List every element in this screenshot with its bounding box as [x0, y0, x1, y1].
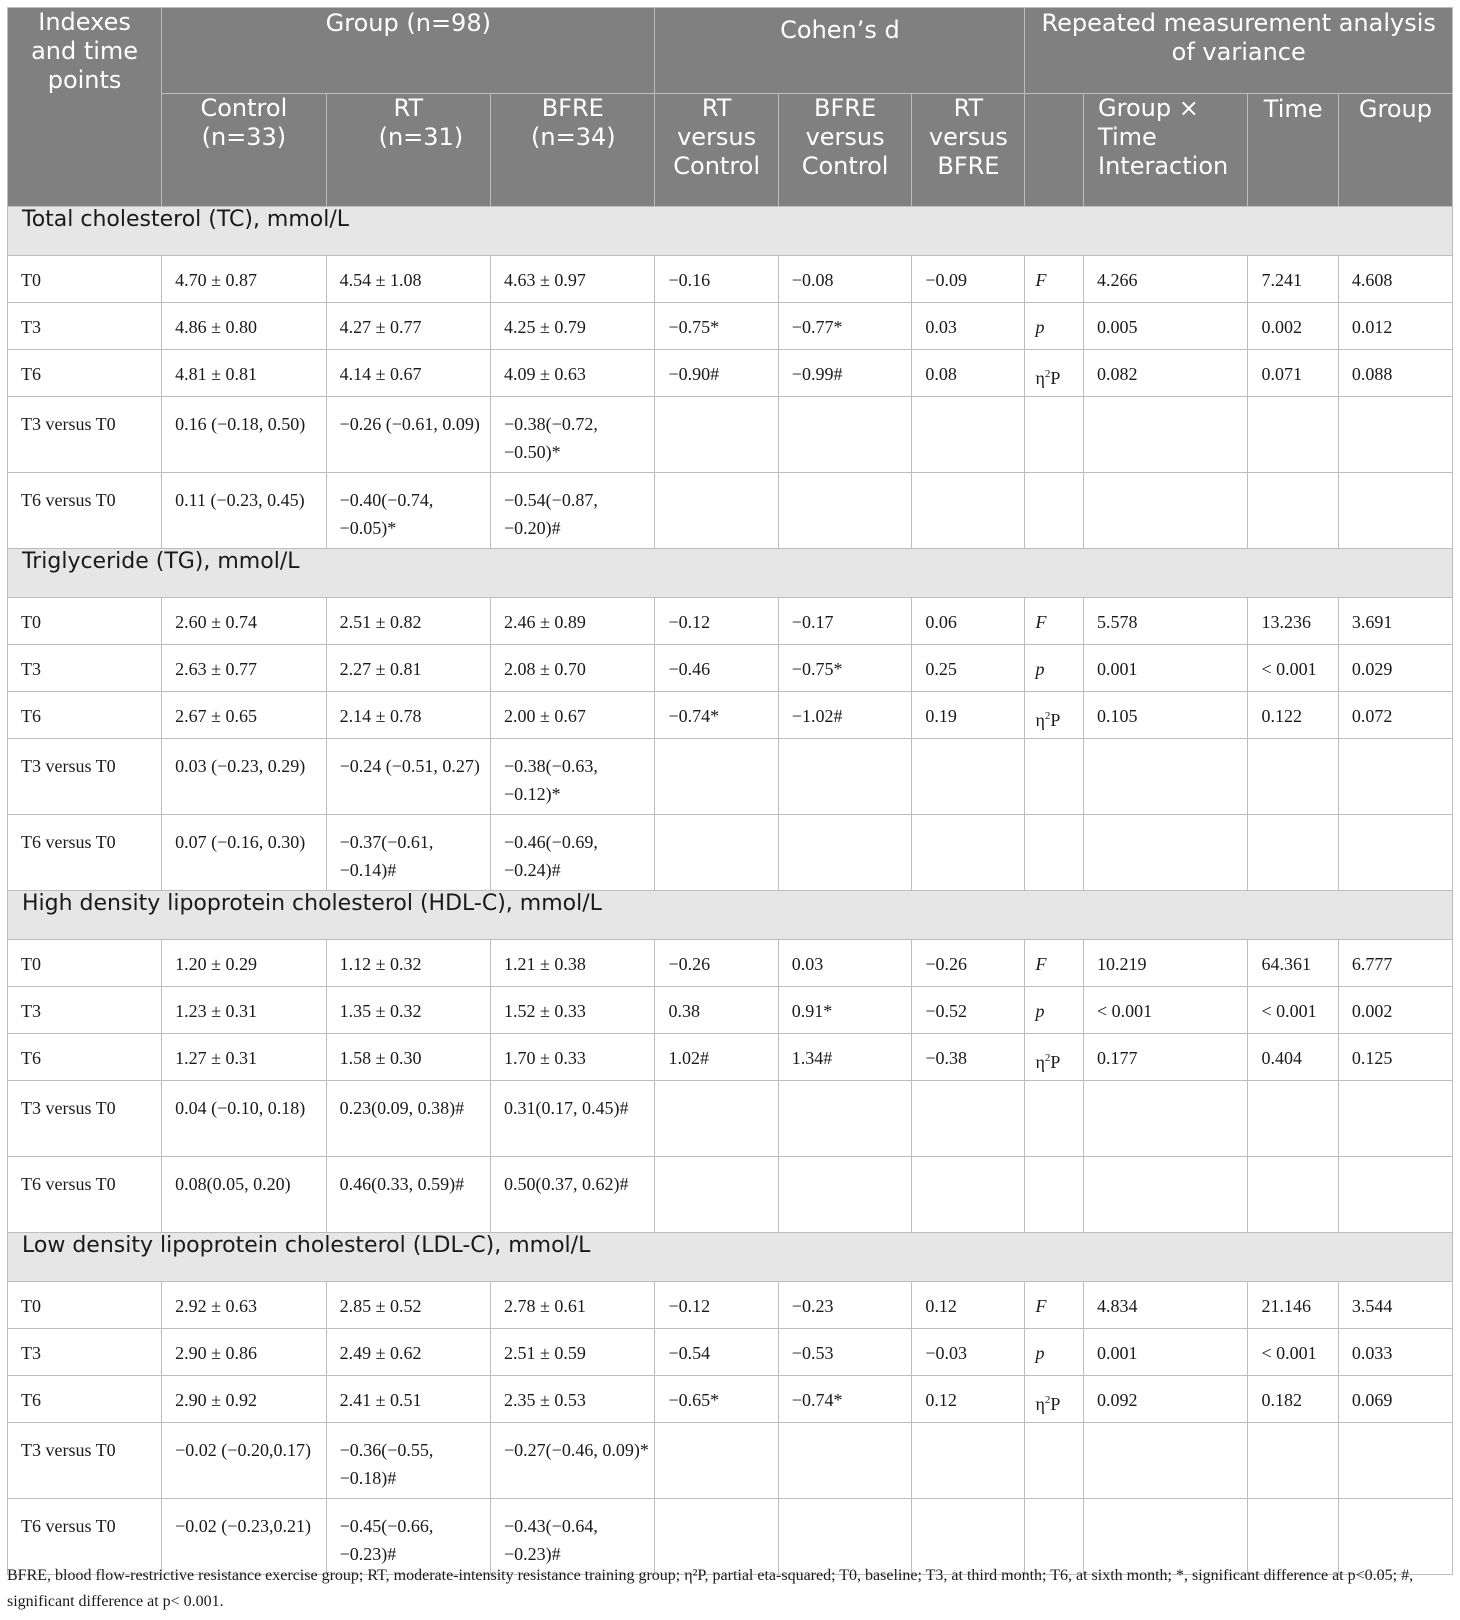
group-value: 0.072	[1338, 692, 1452, 739]
bfre-vs-control-d: −0.74*	[778, 1376, 912, 1423]
row-label: T6	[8, 1034, 162, 1081]
interaction-value	[1084, 815, 1248, 891]
rt-vs-control-d: −0.75*	[655, 303, 778, 350]
control-value: 0.03 (−0.23, 0.29)	[162, 739, 326, 815]
time-value: 13.236	[1248, 598, 1338, 645]
stat-label	[1025, 1157, 1084, 1233]
section-title: Triglyceride (TG), mmol/L	[8, 549, 1453, 598]
stat-symbol: p	[1035, 1001, 1045, 1021]
table-row	[8, 1282, 1453, 1329]
time-value	[1248, 1423, 1338, 1499]
bfre-value: −0.38(−0.63, −0.12)*	[491, 739, 655, 815]
rt-value: 2.14 ± 0.78	[326, 692, 490, 739]
group-value	[1338, 473, 1452, 549]
header-cohens-d: Cohen’s d	[655, 8, 1025, 94]
eta-suffix: P	[1050, 1052, 1061, 1072]
time-value: 0.182	[1248, 1376, 1338, 1423]
stat-label	[1025, 350, 1084, 397]
stat-label	[1025, 397, 1084, 473]
row-label: T0	[8, 598, 162, 645]
group-value: 0.069	[1338, 1376, 1452, 1423]
bfre-vs-control-d: −0.77*	[778, 303, 912, 350]
group-value: 0.029	[1338, 645, 1452, 692]
stat-label	[1025, 940, 1084, 987]
header-group: Group (n=98)	[162, 8, 655, 94]
interaction-value	[1084, 1423, 1248, 1499]
interaction-value: 0.005	[1084, 303, 1248, 350]
bfre-value: −0.38(−0.72, −0.50)*	[491, 397, 655, 473]
rt-vs-control-d	[655, 1081, 778, 1157]
row-label: T6	[8, 692, 162, 739]
control-value: 2.63 ± 0.77	[162, 645, 326, 692]
rt-value: −0.40(−0.74, −0.05)*	[326, 473, 490, 549]
rt-vs-control-d	[655, 739, 778, 815]
table-row	[8, 1329, 1453, 1376]
control-value: 4.70 ± 0.87	[162, 256, 326, 303]
group-value	[1338, 1423, 1452, 1499]
eta-suffix: P	[1050, 710, 1061, 730]
interaction-value	[1084, 1081, 1248, 1157]
bfre-value: 0.50(0.37, 0.62)#	[491, 1157, 655, 1233]
row-label: T3	[8, 987, 162, 1034]
table-row	[8, 1376, 1453, 1423]
stat-symbol: F	[1035, 1296, 1047, 1316]
group-value: 0.088	[1338, 350, 1452, 397]
stat-label	[1025, 1081, 1084, 1157]
rt-vs-bfre-d	[912, 473, 1025, 549]
results-table	[7, 7, 1453, 1575]
rt-vs-bfre-d: 0.06	[912, 598, 1025, 645]
header-control: Control (n=33)	[162, 94, 326, 207]
group-value: 6.777	[1338, 940, 1452, 987]
time-value	[1248, 1157, 1338, 1233]
time-value: 21.146	[1248, 1282, 1338, 1329]
stat-label	[1025, 987, 1084, 1034]
rt-value: 1.58 ± 0.30	[326, 1034, 490, 1081]
bfre-vs-control-d: −0.17	[778, 598, 912, 645]
stat-label	[1025, 473, 1084, 549]
control-value: 2.67 ± 0.65	[162, 692, 326, 739]
bfre-value: −0.43(−0.64, −0.23)#	[491, 1499, 655, 1575]
rt-vs-control-d: 1.02#	[655, 1034, 778, 1081]
row-label: T6 versus T0	[8, 1499, 162, 1575]
stat-label	[1025, 1329, 1084, 1376]
time-value	[1248, 1081, 1338, 1157]
eta-superscript: 2	[1044, 1394, 1051, 1406]
interaction-value: 10.219	[1084, 940, 1248, 987]
group-value: 0.125	[1338, 1034, 1452, 1081]
bfre-value: 1.70 ± 0.33	[491, 1034, 655, 1081]
rt-value: 2.41 ± 0.51	[326, 1376, 490, 1423]
rt-vs-control-d	[655, 815, 778, 891]
interaction-value	[1084, 739, 1248, 815]
stat-symbol: p	[1035, 1343, 1045, 1363]
interaction-value: 4.266	[1084, 256, 1248, 303]
table-row	[8, 397, 1453, 473]
bfre-vs-control-d: 0.91*	[778, 987, 912, 1034]
row-label: T3	[8, 1329, 162, 1376]
eta-superscript: 2	[1044, 1052, 1051, 1064]
rt-value: 1.12 ± 0.32	[326, 940, 490, 987]
eta-superscript: 2	[1044, 368, 1051, 380]
group-value	[1338, 1157, 1452, 1233]
rt-value: 1.35 ± 0.32	[326, 987, 490, 1034]
rt-value: −0.45(−0.66, −0.23)#	[326, 1499, 490, 1575]
row-label: T6	[8, 1376, 162, 1423]
table-row	[8, 1423, 1453, 1499]
bfre-value: 1.21 ± 0.38	[491, 940, 655, 987]
control-value: 0.04 (−0.10, 0.18)	[162, 1081, 326, 1157]
rt-vs-control-d: −0.74*	[655, 692, 778, 739]
row-label: T3 versus T0	[8, 397, 162, 473]
bfre-value: 2.51 ± 0.59	[491, 1329, 655, 1376]
header-interaction: Group × Time Interaction	[1084, 94, 1248, 207]
group-value: 0.002	[1338, 987, 1452, 1034]
time-value: < 0.001	[1248, 987, 1338, 1034]
bfre-value: 4.09 ± 0.63	[491, 350, 655, 397]
bfre-value: 2.78 ± 0.61	[491, 1282, 655, 1329]
rt-vs-bfre-d	[912, 1081, 1025, 1157]
bfre-vs-control-d	[778, 1157, 912, 1233]
rt-value: 4.14 ± 0.67	[326, 350, 490, 397]
rt-vs-control-d: −0.65*	[655, 1376, 778, 1423]
interaction-value: 0.082	[1084, 350, 1248, 397]
header-group-effect: Group	[1338, 94, 1452, 207]
stat-label	[1025, 1423, 1084, 1499]
bfre-value: −0.46(−0.69, −0.24)#	[491, 815, 655, 891]
rt-vs-control-d: −0.12	[655, 1282, 778, 1329]
rt-value: 2.51 ± 0.82	[326, 598, 490, 645]
bfre-vs-control-d: −0.99#	[778, 350, 912, 397]
bfre-vs-control-d: −0.53	[778, 1329, 912, 1376]
interaction-value	[1084, 397, 1248, 473]
control-value: 0.11 (−0.23, 0.45)	[162, 473, 326, 549]
stat-symbol: p	[1035, 317, 1045, 337]
stat-label	[1025, 815, 1084, 891]
row-label: T3	[8, 303, 162, 350]
rt-vs-control-d: −0.54	[655, 1329, 778, 1376]
bfre-vs-control-d	[778, 739, 912, 815]
table-row	[8, 256, 1453, 303]
rt-vs-bfre-d: 0.19	[912, 692, 1025, 739]
interaction-value: 0.177	[1084, 1034, 1248, 1081]
control-value: 1.20 ± 0.29	[162, 940, 326, 987]
interaction-value: 0.001	[1084, 1329, 1248, 1376]
time-value: 0.002	[1248, 303, 1338, 350]
bfre-vs-control-d: −0.23	[778, 1282, 912, 1329]
time-value	[1248, 397, 1338, 473]
bfre-vs-control-d: −1.02#	[778, 692, 912, 739]
row-label: T3 versus T0	[8, 1081, 162, 1157]
eta-symbol: η	[1035, 710, 1045, 730]
table-row	[8, 692, 1453, 739]
time-value: 0.071	[1248, 350, 1338, 397]
row-label: T3	[8, 645, 162, 692]
bfre-vs-control-d	[778, 397, 912, 473]
section-title: Total cholesterol (TC), mmol/L	[8, 207, 1453, 256]
table-row	[8, 1157, 1453, 1233]
table-row	[8, 303, 1453, 350]
time-value	[1248, 815, 1338, 891]
rt-vs-bfre-d: −0.38	[912, 1034, 1025, 1081]
row-label: T0	[8, 256, 162, 303]
stat-label	[1025, 1376, 1084, 1423]
rt-vs-control-d	[655, 473, 778, 549]
rt-value: −0.37(−0.61, −0.14)#	[326, 815, 490, 891]
bfre-vs-control-d: −0.08	[778, 256, 912, 303]
rt-vs-bfre-d	[912, 1423, 1025, 1499]
header-bfre: BFRE (n=34)	[491, 94, 655, 207]
time-value	[1248, 739, 1338, 815]
interaction-value	[1084, 473, 1248, 549]
stat-symbol: F	[1035, 270, 1047, 290]
rt-value: 0.46(0.33, 0.59)#	[326, 1157, 490, 1233]
time-value	[1248, 473, 1338, 549]
time-value: 64.361	[1248, 940, 1338, 987]
bfre-vs-control-d	[778, 473, 912, 549]
stat-label	[1025, 1034, 1084, 1081]
time-value: 7.241	[1248, 256, 1338, 303]
group-value	[1338, 1081, 1452, 1157]
eta-suffix: P	[1050, 1394, 1061, 1414]
bfre-value: 4.63 ± 0.97	[491, 256, 655, 303]
interaction-value	[1084, 1157, 1248, 1233]
rt-vs-bfre-d: −0.52	[912, 987, 1025, 1034]
eta-symbol: η	[1035, 1394, 1045, 1414]
time-value: 0.122	[1248, 692, 1338, 739]
row-label: T3 versus T0	[8, 739, 162, 815]
bfre-value: −0.27(−0.46, 0.09)*	[491, 1423, 655, 1499]
control-value: 1.27 ± 0.31	[162, 1034, 326, 1081]
bfre-value: 2.46 ± 0.89	[491, 598, 655, 645]
section-header	[8, 549, 1453, 598]
control-value: 2.92 ± 0.63	[162, 1282, 326, 1329]
table-row	[8, 987, 1453, 1034]
rt-vs-bfre-d: −0.26	[912, 940, 1025, 987]
stat-label	[1025, 303, 1084, 350]
control-value: 2.90 ± 0.92	[162, 1376, 326, 1423]
stat-symbol: F	[1035, 612, 1047, 632]
bfre-vs-control-d	[778, 1081, 912, 1157]
row-label: T6	[8, 350, 162, 397]
rt-vs-control-d: −0.46	[655, 645, 778, 692]
rt-vs-control-d: −0.16	[655, 256, 778, 303]
footnote	[7, 1563, 1453, 1615]
group-value: 4.608	[1338, 256, 1452, 303]
interaction-value: 5.578	[1084, 598, 1248, 645]
rt-vs-bfre-d	[912, 1157, 1025, 1233]
interaction-value: 4.834	[1084, 1282, 1248, 1329]
rt-vs-bfre-d: 0.08	[912, 350, 1025, 397]
interaction-value: 0.105	[1084, 692, 1248, 739]
row-label: T6 versus T0	[8, 815, 162, 891]
table-row	[8, 473, 1453, 549]
interaction-value: 0.001	[1084, 645, 1248, 692]
section-title: High density lipoprotein cholesterol (HDL-C), mmol/L	[8, 891, 1453, 940]
group-value	[1338, 397, 1452, 473]
stat-label	[1025, 692, 1084, 739]
header-time: Time	[1248, 94, 1338, 207]
footnote-text: BFRE, blood flow-restrictive resistance exercise group; RT, moderate-intensity resistance training group; η²P, partial eta-squared; T0, baseline; T3, at third month; T6, at sixth month; *, significant difference at p<0.05; #, significant difference at p< 0.001.	[7, 1567, 1414, 1610]
group-value: 3.544	[1338, 1282, 1452, 1329]
section-title: Low density lipoprotein cholesterol (LDL-C), mmol/L	[8, 1233, 1453, 1282]
bfre-value: 2.08 ± 0.70	[491, 645, 655, 692]
rt-vs-bfre-d: −0.03	[912, 1329, 1025, 1376]
rt-vs-bfre-d	[912, 815, 1025, 891]
row-label: T6 versus T0	[8, 473, 162, 549]
time-value: 0.404	[1248, 1034, 1338, 1081]
rt-vs-bfre-d: 0.12	[912, 1376, 1025, 1423]
table-row	[8, 815, 1453, 891]
group-value: 0.012	[1338, 303, 1452, 350]
control-value: −0.02 (−0.20,0.17)	[162, 1423, 326, 1499]
header-rt-vs-control: RT versus Control	[655, 94, 778, 207]
table-body	[8, 207, 1453, 1575]
bfre-vs-control-d: −0.75*	[778, 645, 912, 692]
table-row	[8, 645, 1453, 692]
stat-symbol: p	[1035, 659, 1045, 679]
control-value: 0.16 (−0.18, 0.50)	[162, 397, 326, 473]
control-value: 2.60 ± 0.74	[162, 598, 326, 645]
group-value	[1338, 739, 1452, 815]
rt-vs-control-d	[655, 1157, 778, 1233]
group-value: 0.033	[1338, 1329, 1452, 1376]
table-row	[8, 940, 1453, 987]
interaction-value: < 0.001	[1084, 987, 1248, 1034]
control-value: 4.86 ± 0.80	[162, 303, 326, 350]
rt-value: 2.85 ± 0.52	[326, 1282, 490, 1329]
time-value: < 0.001	[1248, 645, 1338, 692]
bfre-vs-control-d	[778, 815, 912, 891]
rt-vs-bfre-d: 0.25	[912, 645, 1025, 692]
header-indexes: Indexes and time points	[8, 8, 162, 207]
rt-vs-bfre-d	[912, 397, 1025, 473]
stat-label	[1025, 1282, 1084, 1329]
group-value	[1338, 815, 1452, 891]
table-row	[8, 1034, 1453, 1081]
rt-vs-control-d	[655, 1423, 778, 1499]
section-header	[8, 891, 1453, 940]
stat-symbol: F	[1035, 954, 1047, 974]
stat-label	[1025, 645, 1084, 692]
control-value: 1.23 ± 0.31	[162, 987, 326, 1034]
stat-label	[1025, 739, 1084, 815]
bfre-value: 1.52 ± 0.33	[491, 987, 655, 1034]
bfre-value: 2.00 ± 0.67	[491, 692, 655, 739]
rt-value: −0.26 (−0.61, 0.09)	[326, 397, 490, 473]
rt-value: 0.23(0.09, 0.38)#	[326, 1081, 490, 1157]
time-value: < 0.001	[1248, 1329, 1338, 1376]
table-row	[8, 350, 1453, 397]
bfre-value: 4.25 ± 0.79	[491, 303, 655, 350]
rt-value: −0.36(−0.55, −0.18)#	[326, 1423, 490, 1499]
row-label: T0	[8, 940, 162, 987]
eta-symbol: η	[1035, 1052, 1045, 1072]
table-row	[8, 598, 1453, 645]
bfre-value: 0.31(0.17, 0.45)#	[491, 1081, 655, 1157]
rt-vs-control-d	[655, 397, 778, 473]
header-rt-vs-bfre: RT versus BFRE	[912, 94, 1025, 207]
control-value: 0.08(0.05, 0.20)	[162, 1157, 326, 1233]
rt-value: 4.54 ± 1.08	[326, 256, 490, 303]
interaction-value: 0.092	[1084, 1376, 1248, 1423]
control-value: 2.90 ± 0.86	[162, 1329, 326, 1376]
bfre-vs-control-d: 0.03	[778, 940, 912, 987]
rt-value: 2.49 ± 0.62	[326, 1329, 490, 1376]
rt-vs-control-d: 0.38	[655, 987, 778, 1034]
rt-value: 2.27 ± 0.81	[326, 645, 490, 692]
section-header	[8, 207, 1453, 256]
stat-label	[1025, 256, 1084, 303]
table-row	[8, 739, 1453, 815]
bfre-vs-control-d	[778, 1423, 912, 1499]
eta-suffix: P	[1050, 368, 1061, 388]
header-rt: RT (n=31)	[326, 94, 490, 207]
bfre-value: 2.35 ± 0.53	[491, 1376, 655, 1423]
bfre-vs-control-d: 1.34#	[778, 1034, 912, 1081]
header-stat-blank	[1025, 94, 1084, 207]
rt-vs-control-d: −0.12	[655, 598, 778, 645]
rt-vs-control-d: −0.90#	[655, 350, 778, 397]
eta-symbol: η	[1035, 368, 1045, 388]
control-value: −0.02 (−0.23,0.21)	[162, 1499, 326, 1575]
stat-label	[1025, 598, 1084, 645]
group-value: 3.691	[1338, 598, 1452, 645]
control-value: 0.07 (−0.16, 0.30)	[162, 815, 326, 891]
rt-vs-control-d: −0.26	[655, 940, 778, 987]
rt-value: −0.24 (−0.51, 0.27)	[326, 739, 490, 815]
row-label: T3 versus T0	[8, 1423, 162, 1499]
rt-vs-bfre-d: −0.09	[912, 256, 1025, 303]
bfre-value: −0.54(−0.87, −0.20)#	[491, 473, 655, 549]
rt-value: 4.27 ± 0.77	[326, 303, 490, 350]
rt-vs-bfre-d: 0.03	[912, 303, 1025, 350]
row-label: T6 versus T0	[8, 1157, 162, 1233]
control-value: 4.81 ± 0.81	[162, 350, 326, 397]
rt-vs-bfre-d	[912, 739, 1025, 815]
row-label: T0	[8, 1282, 162, 1329]
table-row	[8, 1081, 1453, 1157]
header-bfre-vs-control: BFRE versus Control	[778, 94, 912, 207]
header-rm-anova: Repeated measurement analysis of variance	[1025, 8, 1453, 94]
eta-superscript: 2	[1044, 710, 1051, 722]
rt-vs-bfre-d: 0.12	[912, 1282, 1025, 1329]
section-header	[8, 1233, 1453, 1282]
